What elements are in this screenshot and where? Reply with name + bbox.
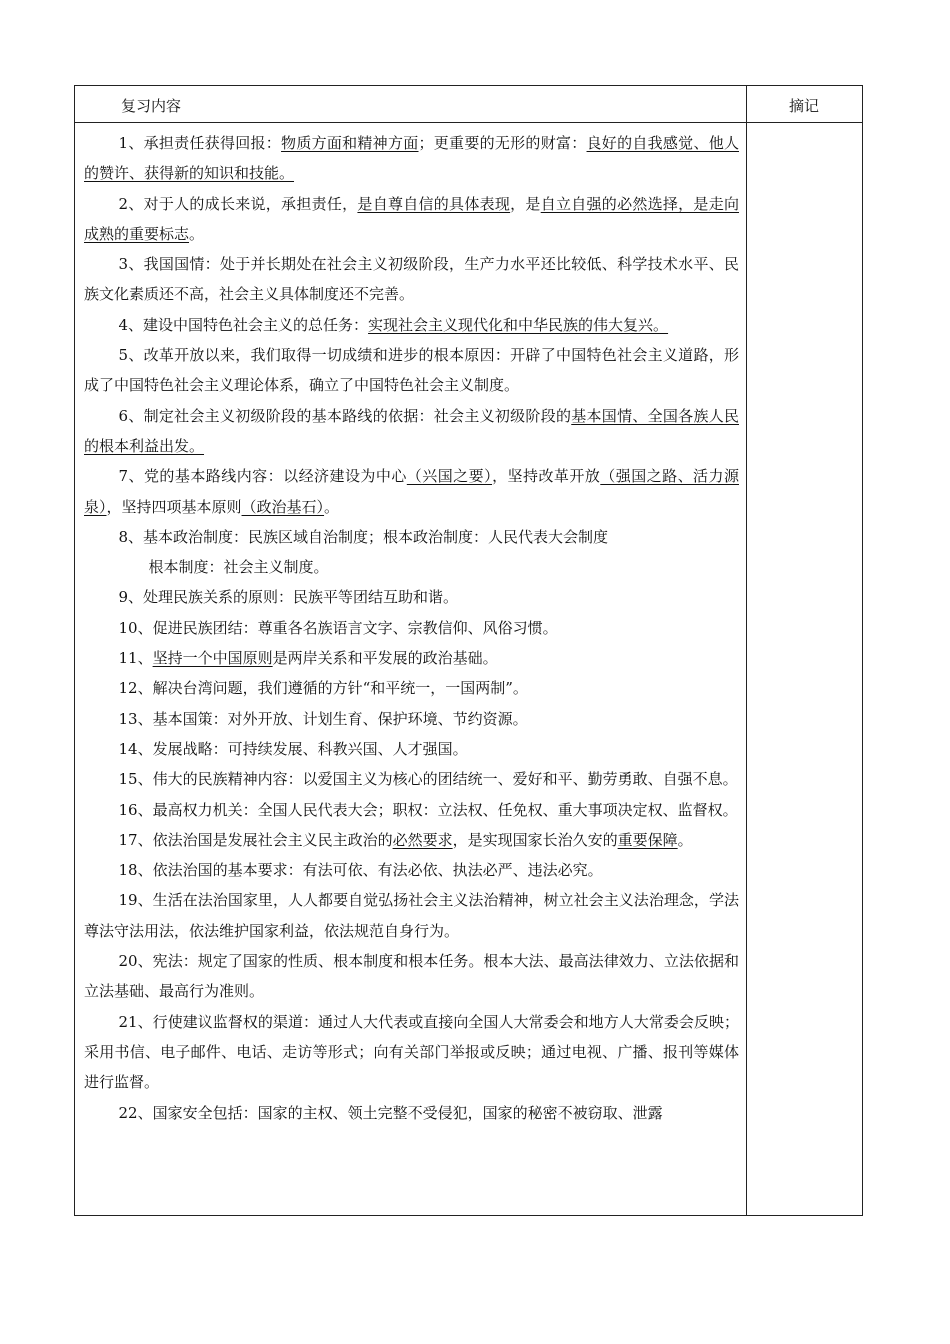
- item-text: 3、我国国情：处于并长期处在社会主义初级阶段，生产力水平还比较低、科学技术水平、民族文化素质还不高，社会主义具体制度还不完善。: [84, 255, 739, 304]
- column-divider: [746, 86, 747, 1215]
- item-text: 15、伟大的民族精神内容：以爱国主义为核心的团结统一、爱好和平、勤劳勇敢、自强不息。: [118, 770, 738, 789]
- item-text: 7、党的基本路线内容：以经济建设为中心: [118, 467, 407, 486]
- item-text: 21、行使建议监督权的渠道：通过人大代表或直接向全国人大常委会和地方人大常委会反映；采用书信、电子邮件、电话、走访等形式；向有关部门举报或反映；通过电视、广播、报刊等媒体进行监督。: [84, 1012, 739, 1092]
- item-text: 11、: [118, 649, 153, 668]
- review-item: [84, 734, 739, 764]
- underlined-keypoint: 实现社会主义现代化和中华民族的伟大复兴。: [368, 315, 669, 334]
- review-item: [84, 552, 739, 582]
- review-item: [84, 643, 739, 673]
- item-text: 14、发展战略：可持续发展、科教兴国、人才强国。: [118, 739, 468, 758]
- review-item: [84, 189, 739, 250]
- review-table: [74, 85, 863, 1216]
- underlined-keypoint: 必然要求: [392, 830, 453, 849]
- item-text: 12、解决台湾问题，我们遵循的方针“和平统一，一国两制”。: [118, 679, 528, 698]
- review-item: [84, 582, 739, 612]
- item-text: 8、基本政治制度：民族区域自治制度；根本政治制度：人民代表大会制度: [118, 527, 609, 546]
- underlined-keypoint: 基本国情、全国各族人民的根本利益出发。: [84, 406, 739, 455]
- review-item: [84, 704, 739, 734]
- review-item: [84, 128, 739, 189]
- item-text: 是两岸关系和平发展的政治基础。: [272, 649, 498, 668]
- review-item: [84, 855, 739, 885]
- item-text: 。: [324, 497, 340, 516]
- item-text: 16、最高权力机关：全国人民代表大会；职权：立法权、任免权、重大事项决定权、监督权。: [118, 800, 738, 819]
- item-text: 5、改革开放以来，我们取得一切成绩和进步的根本原因：开辟了中国特色社会主义道路，形成了中国特色社会主义理论体系，确立了中国特色社会主义制度。: [84, 346, 739, 395]
- item-text: 。: [677, 830, 693, 849]
- review-item: [84, 310, 739, 340]
- underlined-keypoint: （政治基石）: [241, 497, 325, 516]
- item-text: 19、生活在法治国家里，人人都要自觉弘扬社会主义法治精神，树立社会主义法治理念，学法尊法守法用法，依法维护国家利益，依法规范自身行为。: [84, 891, 739, 940]
- underlined-keypoint: 自立自强的必然选择，是走向成熟的重要标志: [84, 194, 739, 243]
- table-header-row: [75, 86, 862, 123]
- review-content-cell: [84, 128, 739, 1128]
- review-item: [84, 401, 739, 462]
- underlined-keypoint: 是自尊自信的具体表现: [357, 194, 511, 213]
- item-text: 根本制度：社会主义制度。: [148, 558, 329, 577]
- underlined-keypoint: 坚持一个中国原则: [152, 649, 273, 668]
- item-text: 18、依法治国的基本要求：有法可依、有法必依、执法必严、违法必究。: [118, 861, 603, 880]
- item-text: ，坚持四项基本原则: [106, 497, 242, 516]
- underlined-keypoint: （兴国之要）: [406, 467, 493, 486]
- item-text: 。: [189, 224, 205, 243]
- item-text: ；更重要的无形的财富：: [418, 134, 587, 152]
- review-item: [84, 795, 739, 825]
- item-text: 2、对于人的成长来说，承担责任，: [118, 194, 358, 213]
- item-text: 10、促进民族团结：尊重各名族语言文字、宗教信仰、风俗习惯。: [118, 618, 558, 637]
- underlined-keypoint: 物质方面和精神方面: [281, 134, 419, 152]
- underlined-keypoint: 重要保障: [617, 830, 678, 849]
- item-text: 17、依法治国是发展社会主义民主政治的: [118, 830, 393, 849]
- item-text: 1、承担责任获得回报：: [118, 134, 282, 152]
- item-text: 20、宪法：规定了国家的性质、根本制度和根本任务。根本大法、最高法律效力、立法依据和立法基础、最高行为准则。: [84, 952, 739, 1001]
- review-item: [84, 885, 739, 946]
- item-text: 13、基本国策：对外开放、计划生育、保护环境、节约资源。: [118, 709, 528, 728]
- review-item: [84, 1098, 739, 1128]
- header-notes: 摘记: [788, 97, 819, 115]
- item-text: 9、处理民族关系的原则：民族平等团结互助和谐。: [118, 588, 459, 607]
- review-item: [84, 522, 739, 552]
- review-item: [84, 461, 739, 522]
- item-text: 4、建设中国特色社会主义的总任务：: [118, 315, 369, 334]
- review-item: [84, 613, 739, 643]
- item-text: 22、国家安全包括：国家的主权、领土完整不受侵犯，国家的秘密不被窃取、泄露: [118, 1103, 663, 1122]
- review-item: [84, 825, 739, 855]
- underlined-keypoint: 良好的自我感觉、他人的赞许、获得新的知识和技能。: [84, 134, 739, 183]
- item-text: ，坚持改革开放: [492, 467, 601, 486]
- item-text: 6、制定社会主义初级阶段的基本路线的依据：社会主义初级阶段的: [118, 406, 572, 425]
- review-item: [84, 340, 739, 401]
- header-review-content: 复习内容: [121, 97, 182, 115]
- item-text: ，是: [510, 194, 541, 213]
- underlined-keypoint: （强国之路、活力源泉）: [84, 467, 739, 516]
- review-item: [84, 946, 739, 1007]
- review-item: [84, 249, 739, 310]
- review-item: [84, 673, 739, 703]
- review-item: [84, 1007, 739, 1098]
- review-item: [84, 764, 739, 794]
- item-text: ，是实现国家长治久安的: [452, 830, 618, 849]
